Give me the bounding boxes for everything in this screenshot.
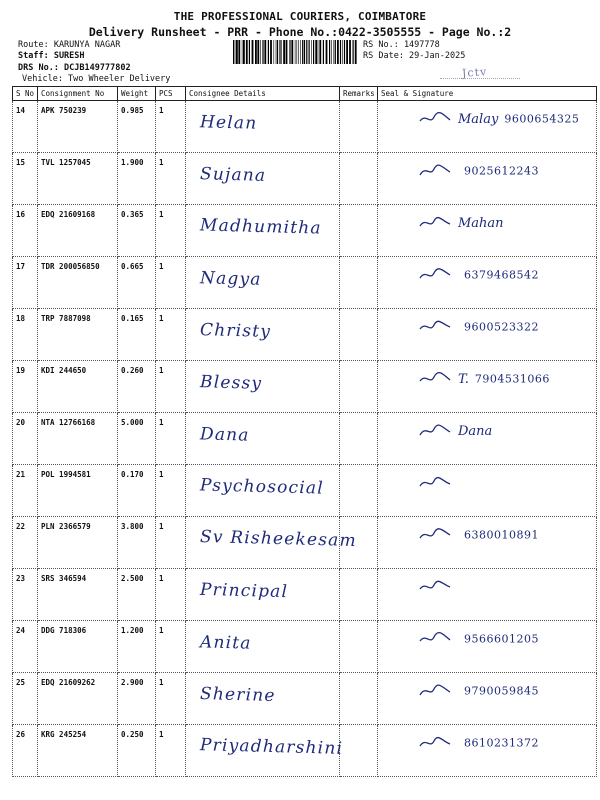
consignment-cell: KRG 245254 xyxy=(38,725,118,777)
barcode-bar xyxy=(270,40,272,64)
signature-scribble-icon xyxy=(418,683,452,699)
consignee-cell xyxy=(186,673,340,725)
barcode-bar xyxy=(318,40,319,64)
signature-cell xyxy=(378,725,597,777)
table-row xyxy=(13,621,597,673)
consignee-handwriting: Christy xyxy=(199,320,272,342)
pcs-cell: 1 xyxy=(156,725,186,777)
barcode-bar xyxy=(276,40,277,64)
signature-scribble-icon xyxy=(418,267,452,283)
weight-cell: 0.260 xyxy=(118,361,156,413)
pcs-cell: 1 xyxy=(156,309,186,361)
barcode-bar xyxy=(323,40,324,64)
col-sno: S No xyxy=(13,87,38,101)
signature-cell xyxy=(378,465,597,517)
consignee-handwriting: Principal xyxy=(199,579,289,603)
table-row xyxy=(13,413,597,465)
barcode-bar xyxy=(277,40,278,64)
barcode-bar xyxy=(264,40,266,64)
weight-cell: 0.985 xyxy=(118,101,156,153)
consignee-handwriting: Anita xyxy=(199,632,252,654)
barcode-bar xyxy=(340,40,341,64)
delivery-table xyxy=(12,86,597,777)
remarks-cell xyxy=(340,257,378,309)
barcode-bar xyxy=(249,40,250,64)
barcode-bar xyxy=(335,40,336,64)
table-row xyxy=(13,569,597,621)
barcode-bar xyxy=(274,40,275,64)
consignment-cell: EDQ 21609168 xyxy=(38,205,118,257)
pcs-cell: 1 xyxy=(156,465,186,517)
barcode-bar xyxy=(238,40,240,64)
barcode-bar xyxy=(349,40,351,64)
signature-scribble-icon xyxy=(418,579,452,595)
barcode-bar xyxy=(300,40,301,64)
remarks-cell xyxy=(340,101,378,153)
barcode-bar xyxy=(260,40,261,64)
barcode-bar xyxy=(255,40,257,64)
consignee-cell xyxy=(186,465,340,517)
table-row xyxy=(13,205,597,257)
barcode-bar xyxy=(353,40,354,64)
signature-cell xyxy=(378,413,597,465)
consignee-handwriting: Sherine xyxy=(199,684,276,706)
barcode-bar xyxy=(326,40,328,64)
weight-cell: 0.170 xyxy=(118,465,156,517)
barcode-bar xyxy=(346,40,348,64)
signature-cell xyxy=(378,205,597,257)
signature-cell xyxy=(378,569,597,621)
weight-cell: 0.250 xyxy=(118,725,156,777)
pcs-cell: 1 xyxy=(156,621,186,673)
table-row xyxy=(13,153,597,205)
signature-phone: 6380010891 xyxy=(464,528,539,542)
signature-handwriting xyxy=(418,527,539,543)
signature-cell xyxy=(378,101,597,153)
remarks-cell xyxy=(340,569,378,621)
barcode-bar xyxy=(242,40,243,64)
barcode-bar xyxy=(246,40,248,64)
table-row xyxy=(13,101,597,153)
col-remarks: Remarks xyxy=(340,87,378,101)
col-signature: Seal & Signature xyxy=(378,87,597,101)
vehicle-label: Vehicle: Two Wheeler Delivery xyxy=(22,74,171,84)
consignee-cell xyxy=(186,517,358,569)
barcode-bar xyxy=(334,40,335,64)
pcs-cell: 1 xyxy=(156,205,186,257)
consignee-cell xyxy=(186,257,340,309)
weight-cell: 0.165 xyxy=(118,309,156,361)
consignee-cell xyxy=(186,205,340,257)
runsheet-subtitle: Delivery Runsheet - PRR - Phone No.:0422-3505555 - Page No.:2 xyxy=(88,25,512,39)
signature-cell xyxy=(378,673,597,725)
consignee-cell xyxy=(186,309,340,361)
signature-handwriting xyxy=(418,319,539,335)
consignment-cell: PLN 2366579 xyxy=(38,517,118,569)
consignee-handwriting: Sujana xyxy=(199,164,267,186)
signature-scribble-icon xyxy=(418,371,452,387)
remarks-cell xyxy=(340,673,378,725)
signature-handwriting xyxy=(418,267,539,283)
consignee-cell xyxy=(186,101,340,153)
barcode-bar xyxy=(295,40,296,64)
col-consignment: Consignment No xyxy=(38,87,118,101)
signature-name: Malay xyxy=(458,111,499,127)
table-row xyxy=(13,465,597,517)
sno-cell: 21 xyxy=(13,465,38,517)
signature-handwriting xyxy=(418,735,539,751)
barcode-image xyxy=(232,40,358,64)
barcode-bar xyxy=(263,40,264,64)
consignee-handwriting: Psychosocial xyxy=(199,475,325,499)
signature-cell xyxy=(378,517,597,569)
barcode-bar xyxy=(319,40,321,64)
barcode-bar xyxy=(329,40,330,64)
barcode-bar xyxy=(286,40,288,64)
barcode-bar xyxy=(304,40,305,64)
consignment-cell: POL 1994581 xyxy=(38,465,118,517)
barcode-bar xyxy=(243,40,245,64)
signature-phone: 9790059845 xyxy=(464,684,539,698)
barcode-bar xyxy=(290,40,291,64)
signature-phone: 9566601205 xyxy=(464,632,539,646)
sno-cell: 17 xyxy=(13,257,38,309)
barcode-bar xyxy=(252,40,254,64)
barcode-bar xyxy=(313,40,314,64)
rs-number: RS No.: 1497778 xyxy=(363,40,440,50)
barcode-bar xyxy=(302,40,303,64)
barcode-bar xyxy=(289,40,290,64)
barcode-bar xyxy=(283,40,285,64)
consignment-cell: APK 750239 xyxy=(38,101,118,153)
signature-handwriting xyxy=(418,111,579,127)
signature-scribble-icon xyxy=(418,631,452,647)
signature-handwriting xyxy=(418,579,464,595)
consignee-handwriting: Sv Risheekesam xyxy=(199,526,358,552)
sno-cell: 15 xyxy=(13,153,38,205)
barcode-bar xyxy=(280,40,281,64)
consignee-cell xyxy=(186,361,340,413)
signature-scribble-icon xyxy=(418,215,452,231)
signature-handwriting xyxy=(418,423,498,439)
pcs-cell: 1 xyxy=(156,361,186,413)
consignee-cell xyxy=(186,621,340,673)
barcode-bar xyxy=(309,40,310,64)
consignee-cell xyxy=(186,569,340,621)
signature-handwriting xyxy=(418,215,510,231)
sno-cell: 24 xyxy=(13,621,38,673)
barcode-bar xyxy=(306,40,307,64)
table-header-row xyxy=(13,87,597,101)
barcode-bar xyxy=(344,40,345,64)
weight-cell: 1.900 xyxy=(118,153,156,205)
sno-cell: 18 xyxy=(13,309,38,361)
signature-cell xyxy=(378,309,597,361)
stamp-mark: Jctv xyxy=(461,65,488,80)
signature-phone: 9600523322 xyxy=(464,320,539,334)
signature-scribble-icon xyxy=(418,735,452,751)
consignee-handwriting: Dana xyxy=(199,424,250,446)
consignment-cell: EDQ 21609262 xyxy=(38,673,118,725)
remarks-cell xyxy=(340,205,378,257)
signature-cell xyxy=(378,153,597,205)
signature-handwriting xyxy=(418,371,550,387)
sno-cell: 26 xyxy=(13,725,38,777)
barcode-bar xyxy=(291,40,293,64)
consignment-cell: TDR 200056850 xyxy=(38,257,118,309)
table-row xyxy=(13,725,597,777)
table-row xyxy=(13,309,597,361)
signature-phone: 7904531066 xyxy=(474,372,550,386)
remarks-cell xyxy=(340,153,378,205)
barcode-bar xyxy=(355,40,357,64)
barcode-bar xyxy=(337,40,339,64)
consignee-handwriting: Blessy xyxy=(199,372,263,394)
col-weight: Weight xyxy=(118,87,156,101)
pcs-cell: 1 xyxy=(156,101,186,153)
weight-cell: 2.500 xyxy=(118,569,156,621)
drs-label: DRS No.: DCJB149777802 xyxy=(18,63,131,73)
pcs-cell: 1 xyxy=(156,517,186,569)
barcode-bar xyxy=(268,40,269,64)
signature-phone: 9600654325 xyxy=(504,112,580,126)
signature-scribble-icon xyxy=(418,163,452,179)
sno-cell: 19 xyxy=(13,361,38,413)
consignee-handwriting: Helan xyxy=(199,112,258,134)
col-pcs: PCS xyxy=(156,87,186,101)
remarks-cell xyxy=(340,725,378,777)
weight-cell: 0.665 xyxy=(118,257,156,309)
pcs-cell: 1 xyxy=(156,413,186,465)
weight-cell: 3.800 xyxy=(118,517,156,569)
signature-scribble-icon xyxy=(418,423,452,439)
barcode-bar xyxy=(298,40,299,64)
signature-handwriting xyxy=(418,683,539,699)
consignee-cell xyxy=(186,413,340,465)
barcode-bar xyxy=(257,40,259,64)
barcode-bar xyxy=(342,40,343,64)
sno-cell: 25 xyxy=(13,673,38,725)
barcode-bar xyxy=(331,40,332,64)
remarks-cell xyxy=(340,621,378,673)
consignee-cell xyxy=(186,153,340,205)
barcode-bar xyxy=(236,40,238,64)
remarks-cell xyxy=(340,413,378,465)
pcs-cell: 1 xyxy=(156,569,186,621)
signature-phone: 8610231372 xyxy=(464,736,539,750)
signature-handwriting xyxy=(418,631,539,647)
staff-label: Staff: SURESH xyxy=(18,51,85,61)
weight-cell: 2.900 xyxy=(118,673,156,725)
signature-scribble-icon xyxy=(418,475,452,491)
signature-phone: 9025612243 xyxy=(464,164,539,178)
barcode-bar xyxy=(297,40,298,64)
pcs-cell: 1 xyxy=(156,673,186,725)
weight-cell: 1.200 xyxy=(118,621,156,673)
consignment-cell: TRP 7887098 xyxy=(38,309,118,361)
sno-cell: 20 xyxy=(13,413,38,465)
rs-date: RS Date: 29-Jan-2025 xyxy=(363,51,466,61)
consignment-cell: TVL 1257045 xyxy=(38,153,118,205)
barcode-bar xyxy=(233,40,234,64)
signature-handwriting xyxy=(418,163,539,179)
signature-cell xyxy=(378,621,597,673)
table-row xyxy=(13,361,597,413)
signature-cell xyxy=(378,257,597,309)
sno-cell: 14 xyxy=(13,101,38,153)
barcode-bar xyxy=(235,40,236,64)
consignment-cell: KDI 244650 xyxy=(38,361,118,413)
weight-cell: 5.000 xyxy=(118,413,156,465)
barcode-bar xyxy=(262,40,263,64)
table-row xyxy=(13,257,597,309)
signature-cell xyxy=(378,361,597,413)
signature-handwriting xyxy=(418,475,464,491)
consignee-cell xyxy=(186,725,344,777)
route-label: Route: KARUNYA NAGAR xyxy=(18,40,121,50)
weight-cell: 0.365 xyxy=(118,205,156,257)
col-consignee: Consignee Details xyxy=(186,87,340,101)
consignment-cell: DDG 718306 xyxy=(38,621,118,673)
consignment-cell: NTA 12766168 xyxy=(38,413,118,465)
consignee-handwriting: Nagya xyxy=(199,268,262,290)
pcs-cell: 1 xyxy=(156,153,186,205)
barcode-bar xyxy=(315,40,317,64)
signature-scribble-icon xyxy=(418,319,452,335)
signature-name: Dana xyxy=(458,423,493,439)
signature-scribble-icon xyxy=(418,527,452,543)
barcode-bar xyxy=(279,40,280,64)
consignee-handwriting: Priyadharshini xyxy=(199,735,344,759)
consignee-handwriting: Madhumitha xyxy=(199,215,323,239)
table-row xyxy=(13,517,597,569)
company-title: THE PROFESSIONAL COURIERS, COIMBATORE xyxy=(173,10,427,23)
sno-cell: 22 xyxy=(13,517,38,569)
signature-scribble-icon xyxy=(418,111,452,127)
pcs-cell: 1 xyxy=(156,257,186,309)
table-row xyxy=(13,673,597,725)
remarks-cell xyxy=(340,361,378,413)
sno-cell: 23 xyxy=(13,569,38,621)
signature-phone: 6379468542 xyxy=(464,268,539,282)
barcode-bar xyxy=(311,40,312,64)
sno-cell: 16 xyxy=(13,205,38,257)
signature-name: T. xyxy=(458,371,469,387)
remarks-cell xyxy=(340,465,378,517)
remarks-cell xyxy=(340,309,378,361)
signature-name: Mahan xyxy=(458,215,504,231)
consignment-cell: SRS 346594 xyxy=(38,569,118,621)
